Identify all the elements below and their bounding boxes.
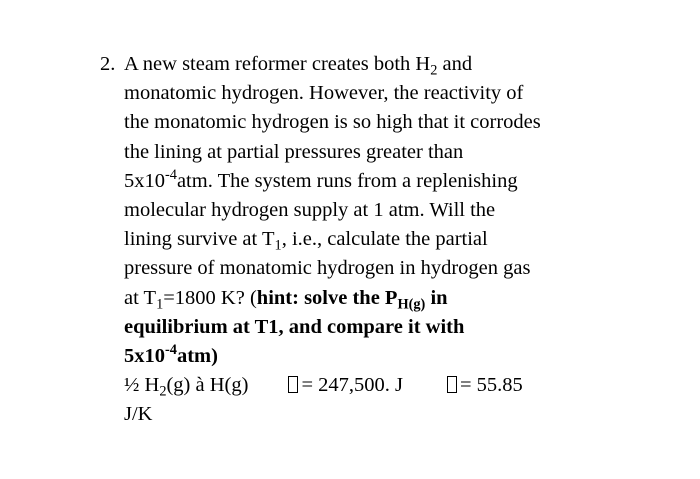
line11-post: atm)	[176, 344, 218, 367]
line5-superscript: -4	[165, 166, 177, 183]
problem-line-6: molecular hydrogen supply at 1 atm. Will the	[124, 198, 496, 221]
reaction-pre: ½ H	[124, 374, 160, 397]
hint-label	[256, 286, 448, 312]
delta-h-value: = 247,500. J	[301, 374, 403, 397]
hint-line-3	[124, 341, 218, 367]
missing-delta-s-glyph-icon	[447, 376, 457, 393]
hint-subscript: H(g)	[397, 295, 426, 312]
problem-line-9	[100, 284, 640, 313]
problem-number: 2.	[100, 53, 116, 75]
line1-post: and	[437, 53, 473, 75]
reaction-line	[100, 371, 640, 400]
hint-text: hint: solve the P	[256, 286, 398, 309]
line9-subscript: 1	[156, 295, 164, 312]
problem-line-5	[100, 167, 640, 196]
problem-line-7	[100, 225, 640, 254]
problem-text	[100, 50, 640, 429]
hint-line-2: equilibrium at T1, and compare it with	[124, 315, 465, 338]
problem-line-3: the monatomic hydrogen is so high that it corrodes	[124, 111, 541, 134]
line7-subscript: 1	[274, 237, 282, 254]
line5-post: atm. The system runs from a replenishing	[176, 169, 518, 192]
delta-s-value: = 55.85	[460, 374, 523, 397]
line1-pre: A new steam reformer creates both H	[124, 53, 431, 75]
problem-line-10	[100, 313, 640, 342]
hint-post: in	[425, 286, 448, 309]
line11-pre: 5x10	[124, 344, 165, 367]
line7-pre: lining survive at T	[124, 228, 275, 251]
problem-line-8: pressure of monatomic hydrogen in hydrogen gas	[124, 257, 531, 280]
line1-subscript: 2	[430, 62, 438, 79]
line9-mid: =1800 K? (	[163, 286, 257, 309]
problem-line-1	[100, 50, 640, 79]
problem-line-11	[100, 342, 640, 371]
line5-pre: 5x10	[124, 169, 165, 192]
line7-post: , i.e., calculate the partial	[281, 228, 488, 251]
reaction-subscript: 2	[159, 383, 167, 400]
line9-pre: at T	[124, 286, 157, 309]
reaction-post: (g) à H(g)	[166, 374, 249, 397]
problem-line-2: monatomic hydrogen. However, the reactivity of	[124, 82, 524, 105]
units-line: J/K	[124, 403, 153, 426]
problem-line-4: the lining at partial pressures greater than	[124, 140, 464, 163]
missing-delta-h-glyph-icon	[288, 376, 298, 393]
line11-superscript: -4	[165, 341, 177, 358]
